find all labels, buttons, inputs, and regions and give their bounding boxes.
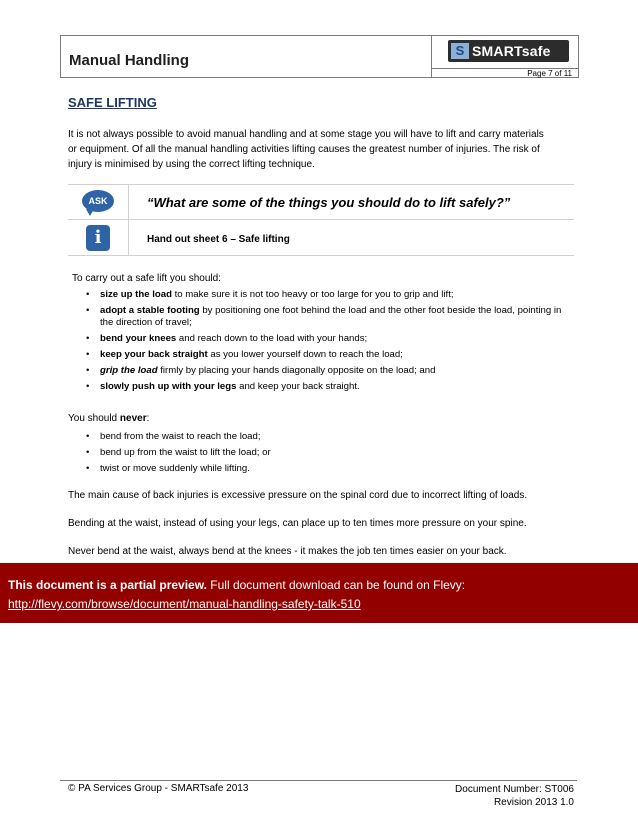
page-header	[60, 35, 579, 78]
preview-banner	[0, 563, 638, 623]
handout-reference: Hand out sheet 6 – Safe lifting	[147, 234, 290, 245]
list-item-text: twist or move suddenly while lifting.	[100, 463, 250, 474]
step-keyword: size up the load	[100, 289, 172, 300]
safe-lift-steps-list	[86, 289, 566, 397]
list-item	[86, 447, 566, 459]
box-border	[128, 184, 129, 256]
logo-s-icon: S	[451, 43, 469, 59]
never-heading	[68, 413, 149, 424]
ask-question: “What are some of the things you should do to lift safely?”	[147, 195, 511, 210]
bullet: •	[86, 289, 90, 300]
ask-question-box	[68, 184, 574, 256]
list-item	[86, 431, 566, 443]
step-keyword: adopt a stable footing	[100, 305, 200, 316]
step-text: and keep your back straight.	[236, 381, 360, 392]
document-title: Manual Handling	[69, 52, 189, 69]
bullet: •	[86, 431, 90, 442]
bullet: •	[86, 447, 90, 458]
speech-bubble-tail	[86, 209, 94, 216]
document-number: Document Number: ST006	[455, 784, 574, 795]
never-list	[86, 431, 566, 479]
step-text: by positioning one foot behind the load and the other foot beside the load, pointing in the direction of travel;	[100, 305, 562, 328]
body-paragraph: Never bend at the waist, always bend at the knees - it makes the job ten times easier on your back.	[68, 546, 507, 557]
smartsafe-logo	[448, 40, 569, 62]
list-item-text: bend up from the waist to lift the load; or	[100, 447, 271, 458]
step-keyword: bend your knees	[100, 333, 177, 344]
step-keyword: grip the load	[100, 365, 158, 376]
list-item	[86, 365, 566, 377]
bullet: •	[86, 381, 90, 392]
list-item	[86, 381, 566, 393]
banner-rest-text: Full document download can be found on Flevy:	[206, 578, 466, 592]
banner-text	[8, 578, 465, 592]
bullet: •	[86, 333, 90, 344]
step-text: firmly by placing your hands diagonally opposite on the load; and	[157, 365, 436, 376]
bullet: •	[86, 463, 90, 474]
bullet: •	[86, 365, 90, 376]
list-item-text: bend from the waist to reach the load;	[100, 431, 261, 442]
info-icon: i	[86, 225, 110, 251]
never-suffix: :	[146, 413, 150, 424]
list-item	[86, 333, 566, 345]
list-item	[86, 289, 566, 301]
list-item	[86, 349, 566, 361]
step-text: as you lower yourself down to reach the load;	[207, 349, 403, 360]
header-divider	[431, 36, 432, 77]
list-item	[86, 305, 566, 329]
footer-document-info	[455, 783, 574, 809]
bullet: •	[86, 349, 90, 360]
box-border	[68, 184, 574, 185]
box-border	[68, 219, 574, 220]
page-number: Page 7 of 11	[527, 69, 572, 78]
download-link[interactable]: http://flevy.com/browse/document/manual-handling-safety-talk-510	[8, 597, 361, 611]
step-keyword: keep your back straight	[100, 349, 208, 360]
never-prefix: You should	[68, 413, 120, 424]
footer-divider	[60, 780, 577, 781]
ask-speech-bubble-icon: ASK	[82, 190, 114, 212]
footer-copyright: © PA Services Group - SMARTsafe 2013	[68, 783, 249, 794]
section-title: SAFE LIFTING	[68, 95, 157, 110]
intro-paragraph: It is not always possible to avoid manual handling and at some stage you will have to lift and carry materials or equipment. Of all the manual handling activities lifting causes the greatest number of injuries. The risk of injury is minimised by using the correct lifting technique.	[68, 129, 544, 170]
revision: Revision 2013 1.0	[493, 797, 574, 808]
step-text: to make sure it is not too heavy or too large for you to grip and lift;	[171, 289, 454, 300]
logo-text: SMARTsafe	[472, 43, 551, 59]
lift-steps-lead: To carry out a safe lift you should:	[72, 273, 221, 284]
step-keyword: slowly push up with your legs	[100, 381, 237, 392]
body-paragraph: Bending at the waist, instead of using your legs, can place up to ten times more pressure on your spine.	[68, 518, 527, 529]
banner-bold-text: This document is a partial preview.	[8, 578, 207, 592]
body-paragraph: The main cause of back injuries is excessive pressure on the spinal cord due to incorrect lifting of loads.	[68, 490, 528, 501]
step-text: and reach down to the load with your hands;	[176, 333, 368, 344]
box-border	[68, 255, 574, 256]
never-keyword: never	[119, 413, 147, 424]
bullet: •	[86, 305, 90, 316]
list-item	[86, 463, 566, 475]
